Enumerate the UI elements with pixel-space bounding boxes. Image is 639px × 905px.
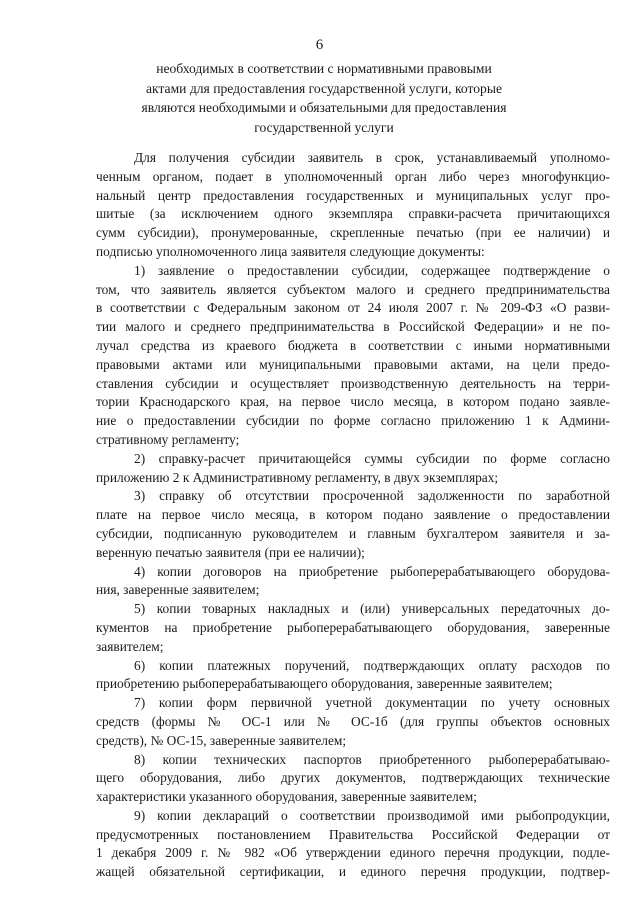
paragraph-line: 7) копии форм первичной учетной документации по учету основных xyxy=(134,695,610,711)
paragraph xyxy=(96,807,610,882)
paragraph-line: правовыми актами или муниципальными правовыми актами, на цели предо- xyxy=(96,356,610,372)
heading-line: являются необходимыми и обязательными для предоставления xyxy=(141,100,507,115)
page-number: 6 xyxy=(315,37,324,53)
paragraph-line: стративному регламенту; xyxy=(96,431,240,447)
paragraph-line: приобретению рыбоперерабатывающего оборудования, заверенные заявителем; xyxy=(96,676,553,692)
paragraph-line: ния, заверенные заявителем; xyxy=(96,582,260,598)
paragraph-line: щего оборудования, либо других документов, подтверждающих технические xyxy=(96,770,610,786)
paragraph xyxy=(96,262,610,450)
paragraph xyxy=(96,694,610,750)
paragraph-line: средств), № ОС-15, заверенные заявителем; xyxy=(96,732,347,748)
heading-line: актами для предоставления государственной услуги, которые xyxy=(145,80,503,96)
paragraph-line: заявителем; xyxy=(96,638,164,654)
paragraph xyxy=(96,450,610,488)
paragraph xyxy=(96,563,610,601)
paragraph xyxy=(96,600,610,656)
paragraph-line: в соответствии с Федеральным законом от 24 июля 2007 г. № 209-ФЗ «О разви- xyxy=(96,300,610,316)
paragraph-line: плате на первое число месяца, в котором подано заявление о предоставлении xyxy=(96,507,610,523)
paragraph-line: субсидии, подписанную руководителем и главным бухгалтером заявителя и за- xyxy=(96,525,610,541)
paragraph-line: предусмотренных постановлением Правительства Российской Федерации от xyxy=(96,826,610,842)
paragraph-line: подписью уполномоченного лица заявителя следующие документы: xyxy=(96,243,485,259)
paragraph-line: 8) копии технических паспортов приобретенного рыбоперерабатываю- xyxy=(134,751,610,767)
paragraph-line: ченным органом, подает в уполномоченный орган либо через многофункцио- xyxy=(96,168,610,184)
paragraph-line: тии малого и среднего предпринимательства в Российской Федерации» и не по- xyxy=(96,319,610,335)
paragraph-line: 1 декабря 2009 г. № 982 «Об утверждении единого перечня продукции, подле- xyxy=(96,845,610,861)
paragraph-line: 6) копии платежных поручений, подтверждающих оплату расходов по xyxy=(134,657,610,673)
section-heading xyxy=(100,59,548,137)
paragraph-line: 5) копии товарных накладных и (или) универсальных передаточных до- xyxy=(134,601,610,617)
paragraph-line: шитые (за исключением одного экземпляра справки-расчета причитающихся xyxy=(96,206,610,222)
paragraph xyxy=(96,487,610,562)
paragraph-line: Для получения субсидии заявитель в срок, устанавливаемый уполномо- xyxy=(134,150,610,165)
paragraph-line: нальный центр предоставления государственных и муниципальных услуг про- xyxy=(96,187,610,203)
paragraph-line: сумм субсидии), пронумерованные, скрепленные печатью (при ее наличии) и xyxy=(96,225,610,241)
paragraph-line: том, что заявитель является субъектом малого и среднего предпринимательства xyxy=(96,281,610,297)
paragraph-line: 4) копии договоров на приобретение рыбоперерабатывающего оборудова- xyxy=(134,563,610,579)
paragraph-line: лучал средства из краевого бюджета в соответствии с иными нормативными xyxy=(96,337,610,353)
paragraph xyxy=(96,657,610,695)
heading-line: государственной услуги xyxy=(254,119,394,135)
paragraph xyxy=(96,149,610,262)
paragraph-line: характеристики указанного оборудования, заверенные заявителем; xyxy=(96,789,478,805)
paragraph-line: ставления субсидии и осуществляет производственную деятельность на терри- xyxy=(96,375,610,391)
paragraph-line: кументов на приобретение рыбоперерабатывающего оборудования, заверенные xyxy=(96,619,610,635)
heading-line: необходимых в соответствии с нормативными правовыми xyxy=(156,61,492,76)
document-body xyxy=(96,149,610,882)
paragraph-line: средств (формы № ОС-1 или № ОС-1б (для группы объектов основных xyxy=(96,713,610,729)
paragraph-line: ние о предоставлении субсидии по форме согласно приложению 1 к Админи- xyxy=(96,413,610,429)
paragraph-line: 3) справку об отсутствии просроченной задолженности по заработной xyxy=(134,488,610,504)
paragraph-line: тории Краснодарского края, на первое число месяца, в котором подано заявле- xyxy=(96,394,610,410)
paragraph xyxy=(96,751,610,807)
paragraph-line: приложению 2 к Административному регламенту, в двух экземплярах; xyxy=(96,469,499,485)
paragraph-line: 9) копии деклараций о соответствии производимой ими рыбопродукции, xyxy=(134,807,610,823)
paragraph-line: 2) справку-расчет причитающейся суммы субсидии по форме согласно xyxy=(134,450,610,466)
paragraph-line: жащей обязательной сертификации, и единого перечня продукции, подтвер- xyxy=(96,864,610,880)
paragraph-line: веренную печатью заявителя (при ее наличии); xyxy=(96,544,365,560)
paragraph-line: 1) заявление о предоставлении субсидии, содержащее подтверждение о xyxy=(134,262,610,278)
